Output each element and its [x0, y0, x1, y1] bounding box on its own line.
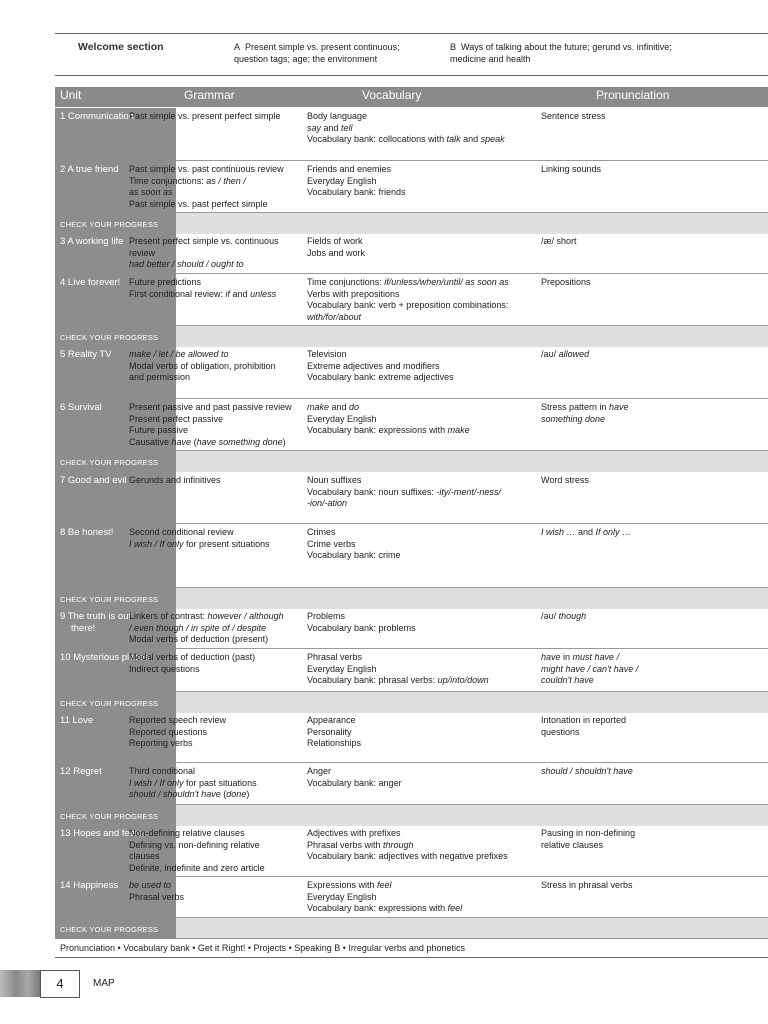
pronunciation-line: Stress in phrasal verbs — [541, 880, 633, 890]
vocabulary-line: Body language — [307, 111, 368, 121]
vocabulary-line: make and do — [307, 402, 360, 412]
welcome-b-line-1: Ways of talking about the future; gerund vs. infinitive; — [461, 42, 672, 52]
progress-label-cell — [55, 918, 176, 939]
progress-fill — [176, 918, 768, 939]
header-vocabulary: Vocabulary — [362, 88, 422, 102]
vocabulary-cell — [307, 880, 532, 915]
check-your-progress-row — [55, 213, 768, 234]
grammar-line: Third conditional — [129, 766, 196, 776]
pronunciation-cell — [541, 527, 706, 539]
header-pronunciation: Pronunciation — [596, 88, 670, 102]
vocabulary-line: Noun suffixes — [307, 475, 362, 485]
grammar-line: and permission — [129, 372, 191, 382]
vocabulary-line: Phrasal verbs — [307, 652, 363, 662]
vocabulary-line: Vocabulary bank: extreme adjectives — [307, 372, 454, 382]
pronunciation-line: Stress pattern in have — [541, 402, 629, 412]
grammar-cell — [129, 277, 299, 300]
grammar-line: Time conjunctions: as / then / — [129, 175, 246, 186]
grammar-line: / even though / in spite of / despite — [129, 622, 267, 633]
grammar-line: Modal verbs of deduction (past) — [129, 652, 256, 662]
grammar-cell — [129, 880, 299, 903]
welcome-rule — [55, 75, 768, 76]
vocabulary-cell — [307, 277, 532, 323]
unit-row — [55, 649, 768, 692]
unit-title: 9 The truth is out — [60, 611, 132, 622]
unit-row — [55, 877, 768, 918]
grammar-line: be used to — [129, 880, 172, 890]
vocabulary-cell — [307, 611, 532, 634]
progress-label: CHECK YOUR PROGRESS — [60, 458, 159, 467]
grammar-cell — [129, 828, 299, 874]
pronunciation-line: Linking sounds — [541, 164, 602, 174]
pronunciation-cell — [541, 236, 706, 248]
grammar-line: Modal verbs of deduction (present) — [129, 634, 269, 644]
grammar-line: Past simple vs. past perfect simple — [129, 198, 268, 209]
welcome-a-line-1: Present simple vs. present continuous; — [245, 42, 400, 52]
pronunciation-cell — [541, 828, 706, 851]
unit-row — [55, 108, 768, 161]
vocabulary-line: Vocabulary bank: adjectives with negative prefixes — [307, 851, 508, 861]
grammar-line: make / let / be allowed to — [129, 349, 229, 359]
grammar-line: review — [129, 247, 156, 258]
grammar-line: Present perfect passive — [129, 413, 224, 424]
grammar-line: Gerunds and infinitives — [129, 475, 221, 485]
vocabulary-cell — [307, 715, 532, 750]
vocabulary-line: Appearance — [307, 715, 356, 725]
unit-title: 1 Communication — [60, 111, 134, 122]
progress-label: CHECK YOUR PROGRESS — [60, 595, 159, 604]
pronunciation-line: Prepositions — [541, 277, 591, 287]
progress-label-cell — [55, 588, 176, 609]
top-rule — [55, 33, 768, 34]
grammar-line: Causative have (have something done) — [129, 436, 286, 447]
progress-label-cell — [55, 326, 176, 347]
grammar-line: Second conditional review — [129, 527, 234, 537]
progress-fill — [176, 692, 768, 713]
pronunciation-line: couldn't have — [541, 675, 594, 685]
unit-row — [55, 399, 768, 451]
progress-label-cell — [55, 213, 176, 234]
unit-row — [55, 712, 768, 763]
vocabulary-line: Time conjunctions: if/unless/when/until/ as soon as — [307, 277, 509, 287]
progress-label-cell — [55, 805, 176, 826]
vocabulary-line: Everyday English — [307, 891, 377, 902]
vocabulary-line: Crime verbs — [307, 538, 356, 549]
progress-fill — [176, 588, 768, 609]
pronunciation-line: Word stress — [541, 475, 589, 485]
vocabulary-line: -ion/-ation — [307, 498, 348, 508]
vocabulary-line: Vocabulary bank: verb + preposition combinations: — [307, 300, 509, 310]
grammar-line: Present passive and past passive review — [129, 402, 292, 412]
check-your-progress-row — [55, 918, 768, 939]
vocabulary-line: Crimes — [307, 527, 336, 537]
pronunciation-line: /aʊ/ allowed — [541, 349, 590, 359]
grammar-cell — [129, 164, 299, 210]
vocabulary-cell — [307, 652, 532, 687]
grammar-cell — [129, 715, 299, 750]
pronunciation-line: might have / can't have / — [541, 663, 639, 674]
unit-row — [55, 346, 768, 399]
pronunciation-line: questions — [541, 726, 580, 737]
pronunciation-line: Intonation in reported — [541, 715, 627, 725]
vocabulary-line: Everyday English — [307, 175, 377, 186]
pronunciation-line: relative clauses — [541, 839, 604, 850]
grammar-cell — [129, 111, 299, 123]
vocabulary-line: Vocabulary bank: anger — [307, 777, 402, 788]
section-label: MAP — [93, 978, 115, 989]
vocabulary-cell — [307, 111, 532, 146]
progress-label-cell — [55, 692, 176, 713]
grammar-cell — [129, 402, 299, 448]
pronunciation-cell — [541, 652, 706, 687]
unit-title: 5 Reality TV — [60, 349, 112, 360]
welcome-b-line-2: medicine and health — [450, 53, 531, 64]
progress-label: CHECK YOUR PROGRESS — [60, 220, 159, 229]
pronunciation-line: /æ/ short — [541, 236, 577, 246]
unit-row — [55, 825, 768, 877]
vocabulary-line: Vocabulary bank: noun suffixes: -ity/-ment/-ness/ — [307, 486, 501, 497]
progress-fill — [176, 326, 768, 347]
check-your-progress-row — [55, 451, 768, 472]
progress-label: CHECK YOUR PROGRESS — [60, 333, 159, 342]
footer-links: Pronunciation • Vocabulary bank • Get it Right! • Projects • Speaking B • Irregular verbs and phonetics — [60, 943, 465, 953]
grammar-line: Past simple vs. present perfect simple — [129, 111, 281, 121]
header-grammar: Grammar — [184, 88, 235, 102]
grammar-line: Modal verbs of obligation, prohibition — [129, 360, 276, 371]
footer-top-rule — [55, 938, 768, 939]
vocabulary-line: Television — [307, 349, 347, 359]
pronunciation-cell — [541, 164, 706, 176]
unit-row — [55, 763, 768, 805]
grammar-line: should / shouldn't have (done) — [129, 789, 250, 799]
grammar-line: clauses — [129, 851, 160, 861]
unit-row — [55, 274, 768, 326]
grammar-line: I wish / If only for past situations — [129, 777, 257, 788]
vocabulary-cell — [307, 527, 532, 562]
grammar-cell — [129, 527, 299, 550]
unit-row — [55, 524, 768, 588]
welcome-option-a — [234, 42, 434, 65]
vocabulary-line: Verbs with prepositions — [307, 288, 400, 299]
pronunciation-cell — [541, 475, 706, 487]
grammar-cell — [129, 475, 299, 487]
unit-title: 10 Mysterious places — [60, 652, 150, 663]
grammar-line: Phrasal verbs — [129, 891, 185, 902]
unit-row — [55, 472, 768, 524]
grammar-line: Reporting verbs — [129, 738, 193, 748]
grammar-line: I wish / If only for present situations — [129, 538, 270, 549]
unit-title: 11 Love — [60, 715, 94, 726]
vocabulary-cell — [307, 475, 532, 510]
vocabulary-line: Vocabulary bank: friends — [307, 187, 406, 197]
grammar-line: Reported questions — [129, 726, 208, 737]
unit-title: 13 Hopes and fears — [60, 828, 143, 839]
pronunciation-line: something done — [541, 413, 606, 424]
pronunciation-line: /əʊ/ though — [541, 611, 587, 621]
grammar-cell — [129, 611, 299, 646]
check-your-progress-row — [55, 692, 768, 713]
vocabulary-cell — [307, 349, 532, 384]
vocabulary-line: Jobs and work — [307, 247, 366, 258]
unit-title: 8 Be honest! — [60, 527, 114, 538]
grammar-line: Indirect questions — [129, 663, 200, 674]
pronunciation-cell — [541, 349, 706, 361]
pronunciation-cell — [541, 766, 706, 778]
vocabulary-line: with/for/about — [307, 311, 362, 322]
grammar-cell — [129, 652, 299, 675]
pronunciation-line: Pausing in non-defining — [541, 828, 636, 838]
vocabulary-cell — [307, 766, 532, 789]
unit-title: 7 Good and evil — [60, 475, 127, 486]
grammar-line: Past simple vs. past continuous review — [129, 164, 284, 174]
unit-title: 2 A true friend — [60, 164, 119, 175]
unit-row — [55, 161, 768, 213]
vocabulary-line: Everyday English — [307, 663, 377, 674]
vocabulary-line: Problems — [307, 611, 346, 621]
vocabulary-cell — [307, 828, 532, 863]
grammar-line: Future passive — [129, 425, 189, 435]
check-your-progress-row — [55, 805, 768, 826]
pronunciation-cell — [541, 111, 706, 123]
progress-label: CHECK YOUR PROGRESS — [60, 699, 159, 708]
table-header — [55, 87, 768, 107]
unit-row — [55, 608, 768, 649]
grammar-line: Linkers of contrast: however / although — [129, 611, 284, 621]
check-your-progress-row — [55, 326, 768, 347]
grammar-cell — [129, 766, 299, 801]
vocabulary-line: Phrasal verbs with through — [307, 839, 414, 850]
progress-fill — [176, 451, 768, 472]
grammar-line: had better / should / ought to — [129, 259, 244, 269]
unit-title: 3 A working life — [60, 236, 124, 247]
vocabulary-line: say and tell — [307, 122, 353, 133]
vocabulary-line: Vocabulary bank: problems — [307, 622, 416, 633]
progress-label: CHECK YOUR PROGRESS — [60, 925, 159, 934]
welcome-a-letter: A — [234, 42, 241, 52]
grammar-cell — [129, 349, 299, 384]
grammar-line: Present perfect simple vs. continuous — [129, 236, 279, 246]
progress-fill — [176, 805, 768, 826]
grammar-cell — [129, 236, 299, 271]
page-number: 4 — [40, 970, 80, 998]
unit-title-cont: there! — [71, 622, 96, 634]
vocabulary-line: Relationships — [307, 738, 362, 748]
vocabulary-line: Extreme adjectives and modifiers — [307, 360, 440, 371]
vocabulary-line: Adjectives with prefixes — [307, 828, 401, 838]
check-your-progress-row — [55, 588, 768, 609]
vocabulary-line: Vocabulary bank: collocations with talk and speak — [307, 134, 505, 144]
unit-title: 6 Survival — [60, 402, 102, 413]
pronunciation-line: should / shouldn't have — [541, 766, 633, 776]
vocabulary-line: Anger — [307, 766, 332, 776]
welcome-b-letter: B — [450, 42, 457, 52]
pronunciation-cell — [541, 611, 706, 623]
vocabulary-cell — [307, 164, 532, 199]
unit-row — [55, 233, 768, 274]
footer-bottom-rule — [55, 957, 768, 958]
pronunciation-cell — [541, 402, 706, 425]
unit-title: 12 Regret — [60, 766, 102, 777]
vocabulary-line: Expressions with feel — [307, 880, 392, 890]
header-unit: Unit — [60, 88, 82, 102]
pronunciation-cell — [541, 715, 706, 738]
vocabulary-cell — [307, 236, 532, 259]
pronunciation-cell — [541, 880, 706, 892]
vocabulary-line: Everyday English — [307, 413, 377, 424]
vocabulary-line: Personality — [307, 726, 352, 737]
vocabulary-cell — [307, 402, 532, 437]
grammar-line: Future predictions — [129, 277, 202, 287]
vocabulary-line: Vocabulary bank: expressions with make — [307, 425, 470, 435]
progress-fill — [176, 213, 768, 234]
grammar-line: Non-defining relative clauses — [129, 828, 245, 838]
welcome-option-b — [450, 42, 710, 65]
grammar-line: Definite, indefinite and zero article — [129, 862, 265, 873]
page-tab-bar — [0, 970, 40, 997]
progress-label: CHECK YOUR PROGRESS — [60, 812, 159, 821]
pronunciation-cell — [541, 277, 706, 289]
grammar-line: Reported speech review — [129, 715, 227, 725]
progress-label-cell — [55, 451, 176, 472]
grammar-line: Defining vs. non-defining relative — [129, 839, 260, 850]
welcome-title: Welcome section — [78, 41, 164, 53]
pronunciation-line: Sentence stress — [541, 111, 606, 121]
vocabulary-line: Vocabulary bank: crime — [307, 550, 401, 560]
pronunciation-line: I wish … and If only … — [541, 527, 632, 537]
pronunciation-line: have in must have / — [541, 652, 620, 662]
unit-title: 14 Happiness — [60, 880, 119, 891]
grammar-line: as soon as — [129, 187, 173, 197]
welcome-a-line-2: question tags; age; the environment — [234, 53, 378, 64]
vocabulary-line: Fields of work — [307, 236, 363, 246]
grammar-line: First conditional review: if and unless — [129, 288, 277, 299]
vocabulary-line: Vocabulary bank: phrasal verbs: up/into/down — [307, 675, 489, 685]
unit-title: 4 Live forever! — [60, 277, 121, 288]
vocabulary-line: Vocabulary bank: expressions with feel — [307, 903, 463, 913]
vocabulary-line: Friends and enemies — [307, 164, 392, 174]
